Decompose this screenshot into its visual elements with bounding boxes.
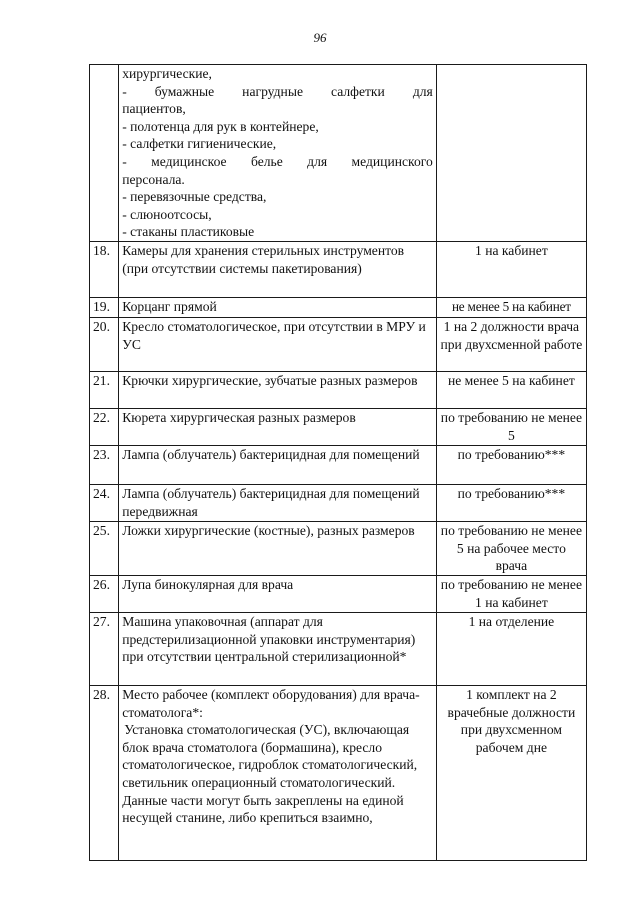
row-quantity: по требованию не менее 5 [436, 408, 586, 445]
row-quantity [436, 65, 586, 242]
table-row-18 [90, 241, 587, 297]
row-number: 26. [90, 575, 119, 612]
row-quantity: 1 на 2 должности врача при двухсменной работе [436, 317, 586, 371]
row-quantity: по требованию не менее 1 на кабинет [436, 575, 586, 612]
row-number: 25. [90, 521, 119, 575]
table-row-22 [90, 408, 587, 445]
table-row-20 [90, 317, 587, 371]
page-number: 96 [313, 30, 327, 45]
continuation-line: - бумажные нагрудные салфетки для [122, 83, 433, 99]
row-description: Ложки хирургические (костные), разных размеров [119, 521, 437, 575]
row-description [119, 65, 437, 242]
row-description: Машина упаковочная (аппарат для предстерилизационной упаковки инструментария) при отсутствии центральной стерилизационной* [119, 612, 437, 685]
row-description: Крючки хирургические, зубчатые разных размеров [119, 371, 437, 408]
row-description-detail: Установка стоматологическая (УС), включающая блок врача стоматолога (бормашина), кресло стоматологическое, гидроблок стоматологический, светильник операционный стоматологический. Данные части могут быть закреплены на единой несущей станине, либо крепиться взаимно, [122, 722, 418, 826]
continuation-line: хирургические, [122, 66, 212, 81]
continuation-line: - медицинское белье для медицинского [122, 153, 433, 169]
continuation-line: - перевязочные средства, [122, 189, 267, 205]
row-description [119, 685, 437, 860]
row-description-heading: Место рабочее (комплект оборудования) для врача-стоматолога*: [122, 686, 420, 720]
row-description: Кюрета хирургическая разных размеров [119, 408, 437, 445]
row-quantity: по требованию*** [436, 484, 586, 521]
continuation-line: пациентов, [122, 101, 186, 117]
row-description: Лупа бинокулярная для врача [119, 575, 437, 612]
row-description: Кресло стоматологическое, при отсутствии в МРУ и УС [119, 317, 437, 371]
table-row-continuation [90, 65, 587, 242]
continuation-line: - полотенца для рук в контейнере, [122, 118, 319, 134]
table-row-19 [90, 297, 587, 317]
row-number: 27. [90, 612, 119, 685]
row-number: 18. [90, 241, 119, 297]
row-number: 28. [90, 685, 119, 860]
table-row-27 [90, 612, 587, 685]
row-quantity: не менее 5 на кабинет [436, 371, 586, 408]
row-description: Лампа (облучатель) бактерицидная для помещений передвижная [119, 484, 437, 521]
row-quantity: 1 комплект на 2 врачебные должности при двухсменном рабочем дне [436, 685, 586, 860]
row-quantity: по требованию не менее 5 на рабочее место врача [436, 521, 586, 575]
row-description: Камеры для хранения стерильных инструментов (при отсутствии системы пакетирования) [119, 241, 437, 297]
row-description: Корцанг прямой [119, 297, 437, 317]
continuation-line: - слюноотсосы, [122, 206, 212, 222]
row-quantity: 1 на кабинет [436, 241, 586, 297]
table-row-26 [90, 575, 587, 612]
row-number: 21. [90, 371, 119, 408]
table-row-23 [90, 445, 587, 484]
continuation-line: - стаканы пластиковые [122, 224, 255, 240]
continuation-line: персонала. [122, 171, 185, 187]
row-number: 20. [90, 317, 119, 371]
row-number: 24. [90, 484, 119, 521]
row-number: 23. [90, 445, 119, 484]
row-number: 19. [90, 297, 119, 317]
table-row-25 [90, 521, 587, 575]
row-number: 22. [90, 408, 119, 445]
row-quantity: не менее 5 на кабинет [436, 297, 586, 317]
row-quantity: 1 на отделение [436, 612, 586, 685]
row-quantity: по требованию*** [436, 445, 586, 484]
table-row-28 [90, 685, 587, 860]
equipment-table [89, 64, 587, 861]
row-number [90, 65, 119, 242]
table-row-21 [90, 371, 587, 408]
table-row-24 [90, 484, 587, 521]
continuation-line: - салфетки гигиенические, [122, 136, 277, 152]
row-description: Лампа (облучатель) бактерицидная для помещений [119, 445, 437, 484]
